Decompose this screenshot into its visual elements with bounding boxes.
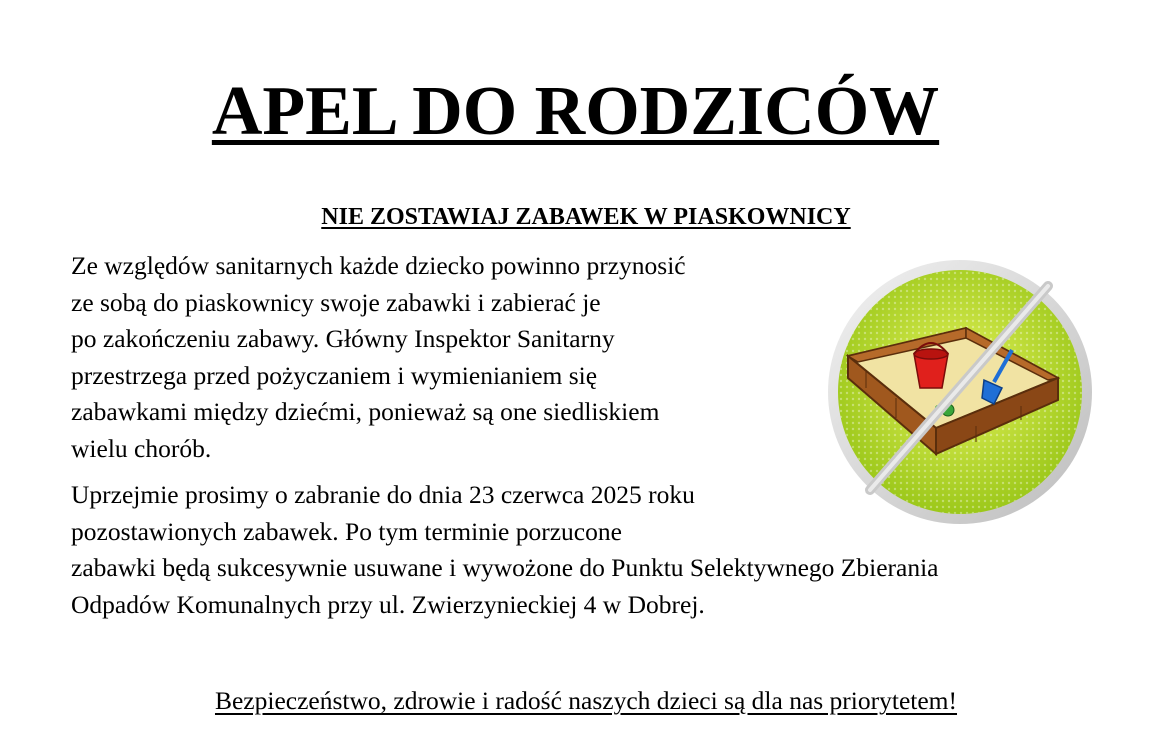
paragraph-line: wielu chorób.	[71, 433, 212, 463]
paragraph-line: ze sobą do piaskownicy swoje zabawki i zabierać je	[71, 287, 601, 317]
footer-message-text: Bezpieczeństwo, zdrowie i radość naszych dzieci są dla nas priorytetem!	[214, 686, 958, 715]
page-title	[0, 70, 1151, 154]
paragraph-line: Uprzejmie prosimy o zabranie do dnia 23 czerwca 2025 roku	[71, 480, 695, 509]
paragraph-line: przestrzega przed pożyczaniem i wymienianiem się	[71, 360, 598, 390]
paragraph-line: po zakończeniu zabawy. Główny Inspektor Sanitarny	[71, 324, 615, 353]
paragraph-line: Ze względów sanitarnych każde dziecko powinno przynosić	[71, 251, 686, 280]
page-title-text: APEL DO RODZICÓW	[211, 73, 940, 150]
paragraph-line: pozostawionych zabawek. Po tym terminie porzucone	[71, 516, 622, 546]
page-subtitle	[0, 202, 1151, 232]
paragraph-hygiene	[71, 248, 811, 467]
bucket-icon	[914, 343, 948, 388]
footer-message	[0, 685, 1151, 717]
paragraph-line: Odpadów Komunalnych przy ul. Zwierzynieckiej 4 w Dobrej.	[71, 589, 705, 619]
paragraph-line: zabawkami między dziećmi, ponieważ są one siedliskiem	[71, 397, 660, 426]
no-sandbox-svg	[826, 258, 1094, 526]
paragraph-line: zabawki będą sukcesywnie usuwane i wywożone do Punktu Selektywnego Zbierania	[71, 553, 939, 582]
page-subtitle-text: NIE ZOSTAWIAJ ZABAWEK W PIASKOWNICY	[321, 204, 851, 230]
no-sandbox-icon	[826, 258, 1094, 526]
